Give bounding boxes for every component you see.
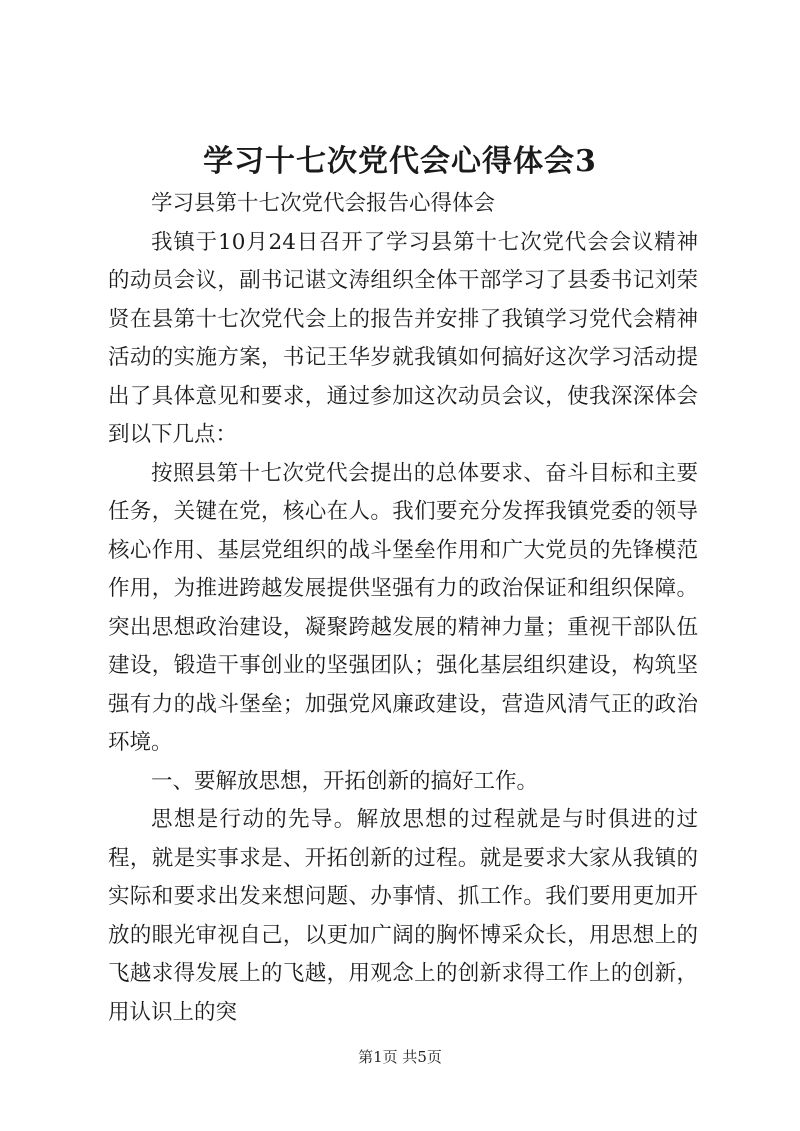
paragraph-subtitle: 学习县第十七次党代会报告心得体会 — [151, 191, 496, 216]
paragraph: 我镇于10月24日召开了学习县第十七次党代会会议精神的动员会议，副书记谌文涛组织全体干部学习了县委书记刘荣贤在县第十七次党代会上的报告并安排了我镇学习党代会精神活动的实施方案，书记王华岁就我镇如何搞好这次学习活动提出了具体意见和要求，通过参加这次动员会议，使我深深体会到以下几点： — [108, 229, 698, 447]
document-body — [108, 185, 698, 1032]
page-footer: 第1页 共5页 — [358, 1048, 442, 1066]
document-title: 学习十七次党代会心得体会3 — [203, 144, 597, 179]
section-heading: 一、要解放思想，开拓创新的搞好工作。 — [151, 768, 539, 794]
paragraph: 思想是行动的先导。解放思想的过程就是与时俱进的过程，就是实事求是、开拓创新的过程。就是要求大家从我镇的实际和要求出发来想问题、办事情、抓工作。我们要用更加开放的眼光审视自己，以更加广阔的胸怀博采众长，用思想上的飞越求得发展上的飞越，用观念上的创新求得工作上的创新，用认识上的突 — [108, 807, 698, 1025]
paragraph: 按照县第十七次党代会提出的总体要求、奋斗目标和主要任务，关键在党，核心在人。我们要充分发挥我镇党委的领导核心作用、基层党组织的战斗堡垒作用和广大党员的先锋模范作用，为推进跨越发展提供坚强有力的政治保证和组织保障。突出思想政治建设，凝聚跨越发展的精神力量；重视干部队伍建设，锻造干事创业的坚强团队；强化基层组织建设，构筑坚强有力的战斗堡垒；加强党风廉政建设，营造风清气正的政治环境。 — [108, 460, 698, 755]
